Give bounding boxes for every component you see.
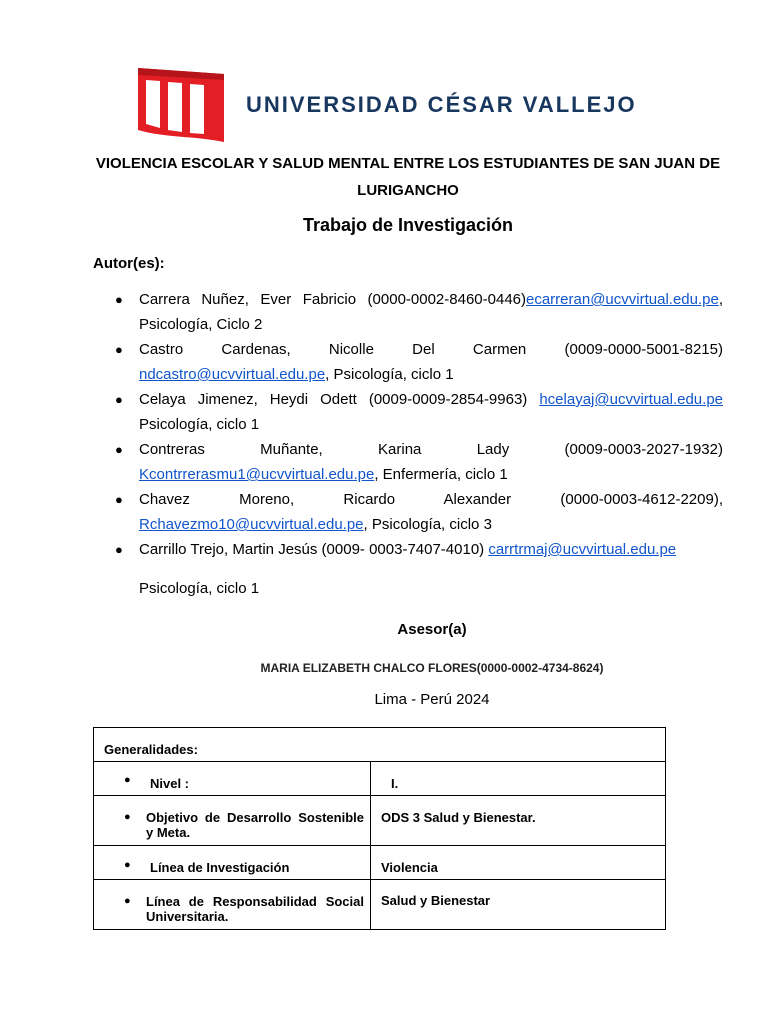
list-item (115, 337, 723, 387)
author-email-link[interactable]: ecarreran@ucvvirtual.edu.pe (526, 291, 719, 308)
university-name: UNIVERSIDAD CÉSAR VALLEJO (246, 92, 637, 117)
author-name: Carrillo Trejo, Martin Jesús (0009- 0003-7407-4010) (139, 541, 485, 558)
list-item (115, 287, 723, 337)
author-separator: , (718, 291, 723, 308)
author-email-link[interactable]: carrtrmaj@ucvvirtual.edu.pe (488, 541, 677, 558)
bullet-icon: ● (124, 774, 131, 786)
bullet-icon: ● (115, 392, 123, 407)
list-item (115, 487, 723, 537)
author-program: Psicología, Ciclo 2 (139, 316, 263, 333)
row-value: Salud y Bienestar (381, 893, 491, 908)
generalidades-heading: Generalidades: (104, 742, 198, 757)
row-value: ODS 3 Salud y Bienestar. (381, 810, 536, 825)
bullet-icon: ● (115, 292, 123, 307)
row-value: Violencia (381, 860, 438, 875)
author-program: , Enfermería, ciclo 1 (374, 466, 508, 483)
bullet-icon: ● (124, 895, 131, 907)
place-year: Lima - Perú 2024 (374, 691, 490, 708)
list-item (115, 437, 723, 487)
row-label: Línea de Responsabilidad Social Universitaria. (146, 894, 364, 924)
author-name: Contreras Muñante, Karina Lady (0009-0003-2027-1932) (139, 441, 723, 458)
author-name: Carrera Nuñez, Ever Fabricio (0000-0002-8460-0446) (139, 291, 526, 308)
row-label: Línea de Investigación (150, 860, 290, 875)
ucv-shield-icon (136, 66, 231, 144)
author-email-link[interactable]: Rchavezmo10@ucvvirtual.edu.pe (139, 516, 364, 533)
advisor-name: MARIA ELIZABETH CHALCO FLORES(0000-0002-4734-8624) (260, 661, 604, 675)
author-program: , Psicología, ciclo 3 (363, 516, 492, 533)
table-row (94, 880, 666, 930)
bullet-icon: ● (115, 342, 123, 357)
row-label: Nivel : (150, 776, 190, 791)
author-program: , Psicología, ciclo 1 (325, 366, 454, 383)
bullet-icon: ● (115, 542, 123, 557)
generalidades-table (93, 727, 666, 930)
list-item (115, 537, 723, 562)
bullet-icon: ● (115, 492, 123, 507)
table-row (94, 846, 666, 880)
authors-label: Autor(es): (93, 255, 165, 272)
document-title: VIOLENCIA ESCOLAR Y SALUD MENTAL ENTRE LOS ESTUDIANTES DE SAN JUAN DE LURIGANCHO (95, 155, 721, 199)
table-row (94, 728, 666, 762)
author-email-link[interactable]: hcelayaj@ucvvirtual.edu.pe (539, 391, 724, 408)
author-name: Celaya Jimenez, Heydi Odett (0009-0009-2854-9963) (139, 391, 528, 408)
author-name: Castro Cardenas, Nicolle Del Carmen (0009-0000-5001-8215) (139, 341, 723, 358)
document-subtitle: Trabajo de Investigación (302, 215, 514, 235)
bullet-icon: ● (124, 859, 131, 871)
bullet-icon: ● (124, 811, 131, 823)
list-item (115, 387, 724, 437)
author-program: Psicología, ciclo 1 (139, 416, 260, 433)
author-email-link[interactable]: ndcastro@ucvvirtual.edu.pe (139, 366, 326, 383)
table-row (94, 762, 666, 796)
last-author-program: Psicología, ciclo 1 (139, 580, 260, 597)
table-row (94, 796, 666, 846)
row-value: I. (391, 776, 399, 791)
author-email-link[interactable]: Kcontrrerasmu1@ucvvirtual.edu.pe (139, 466, 375, 483)
authors-list (115, 287, 724, 562)
university-logo (136, 66, 636, 146)
author-name: Chavez Moreno, Ricardo Alexander (0000-0003-4612-2209), (139, 491, 723, 508)
row-label: Objetivo de Desarrollo Sostenible y Meta. (146, 810, 364, 840)
advisor-label: Asesor(a) (397, 621, 467, 638)
bullet-icon: ● (115, 442, 123, 457)
